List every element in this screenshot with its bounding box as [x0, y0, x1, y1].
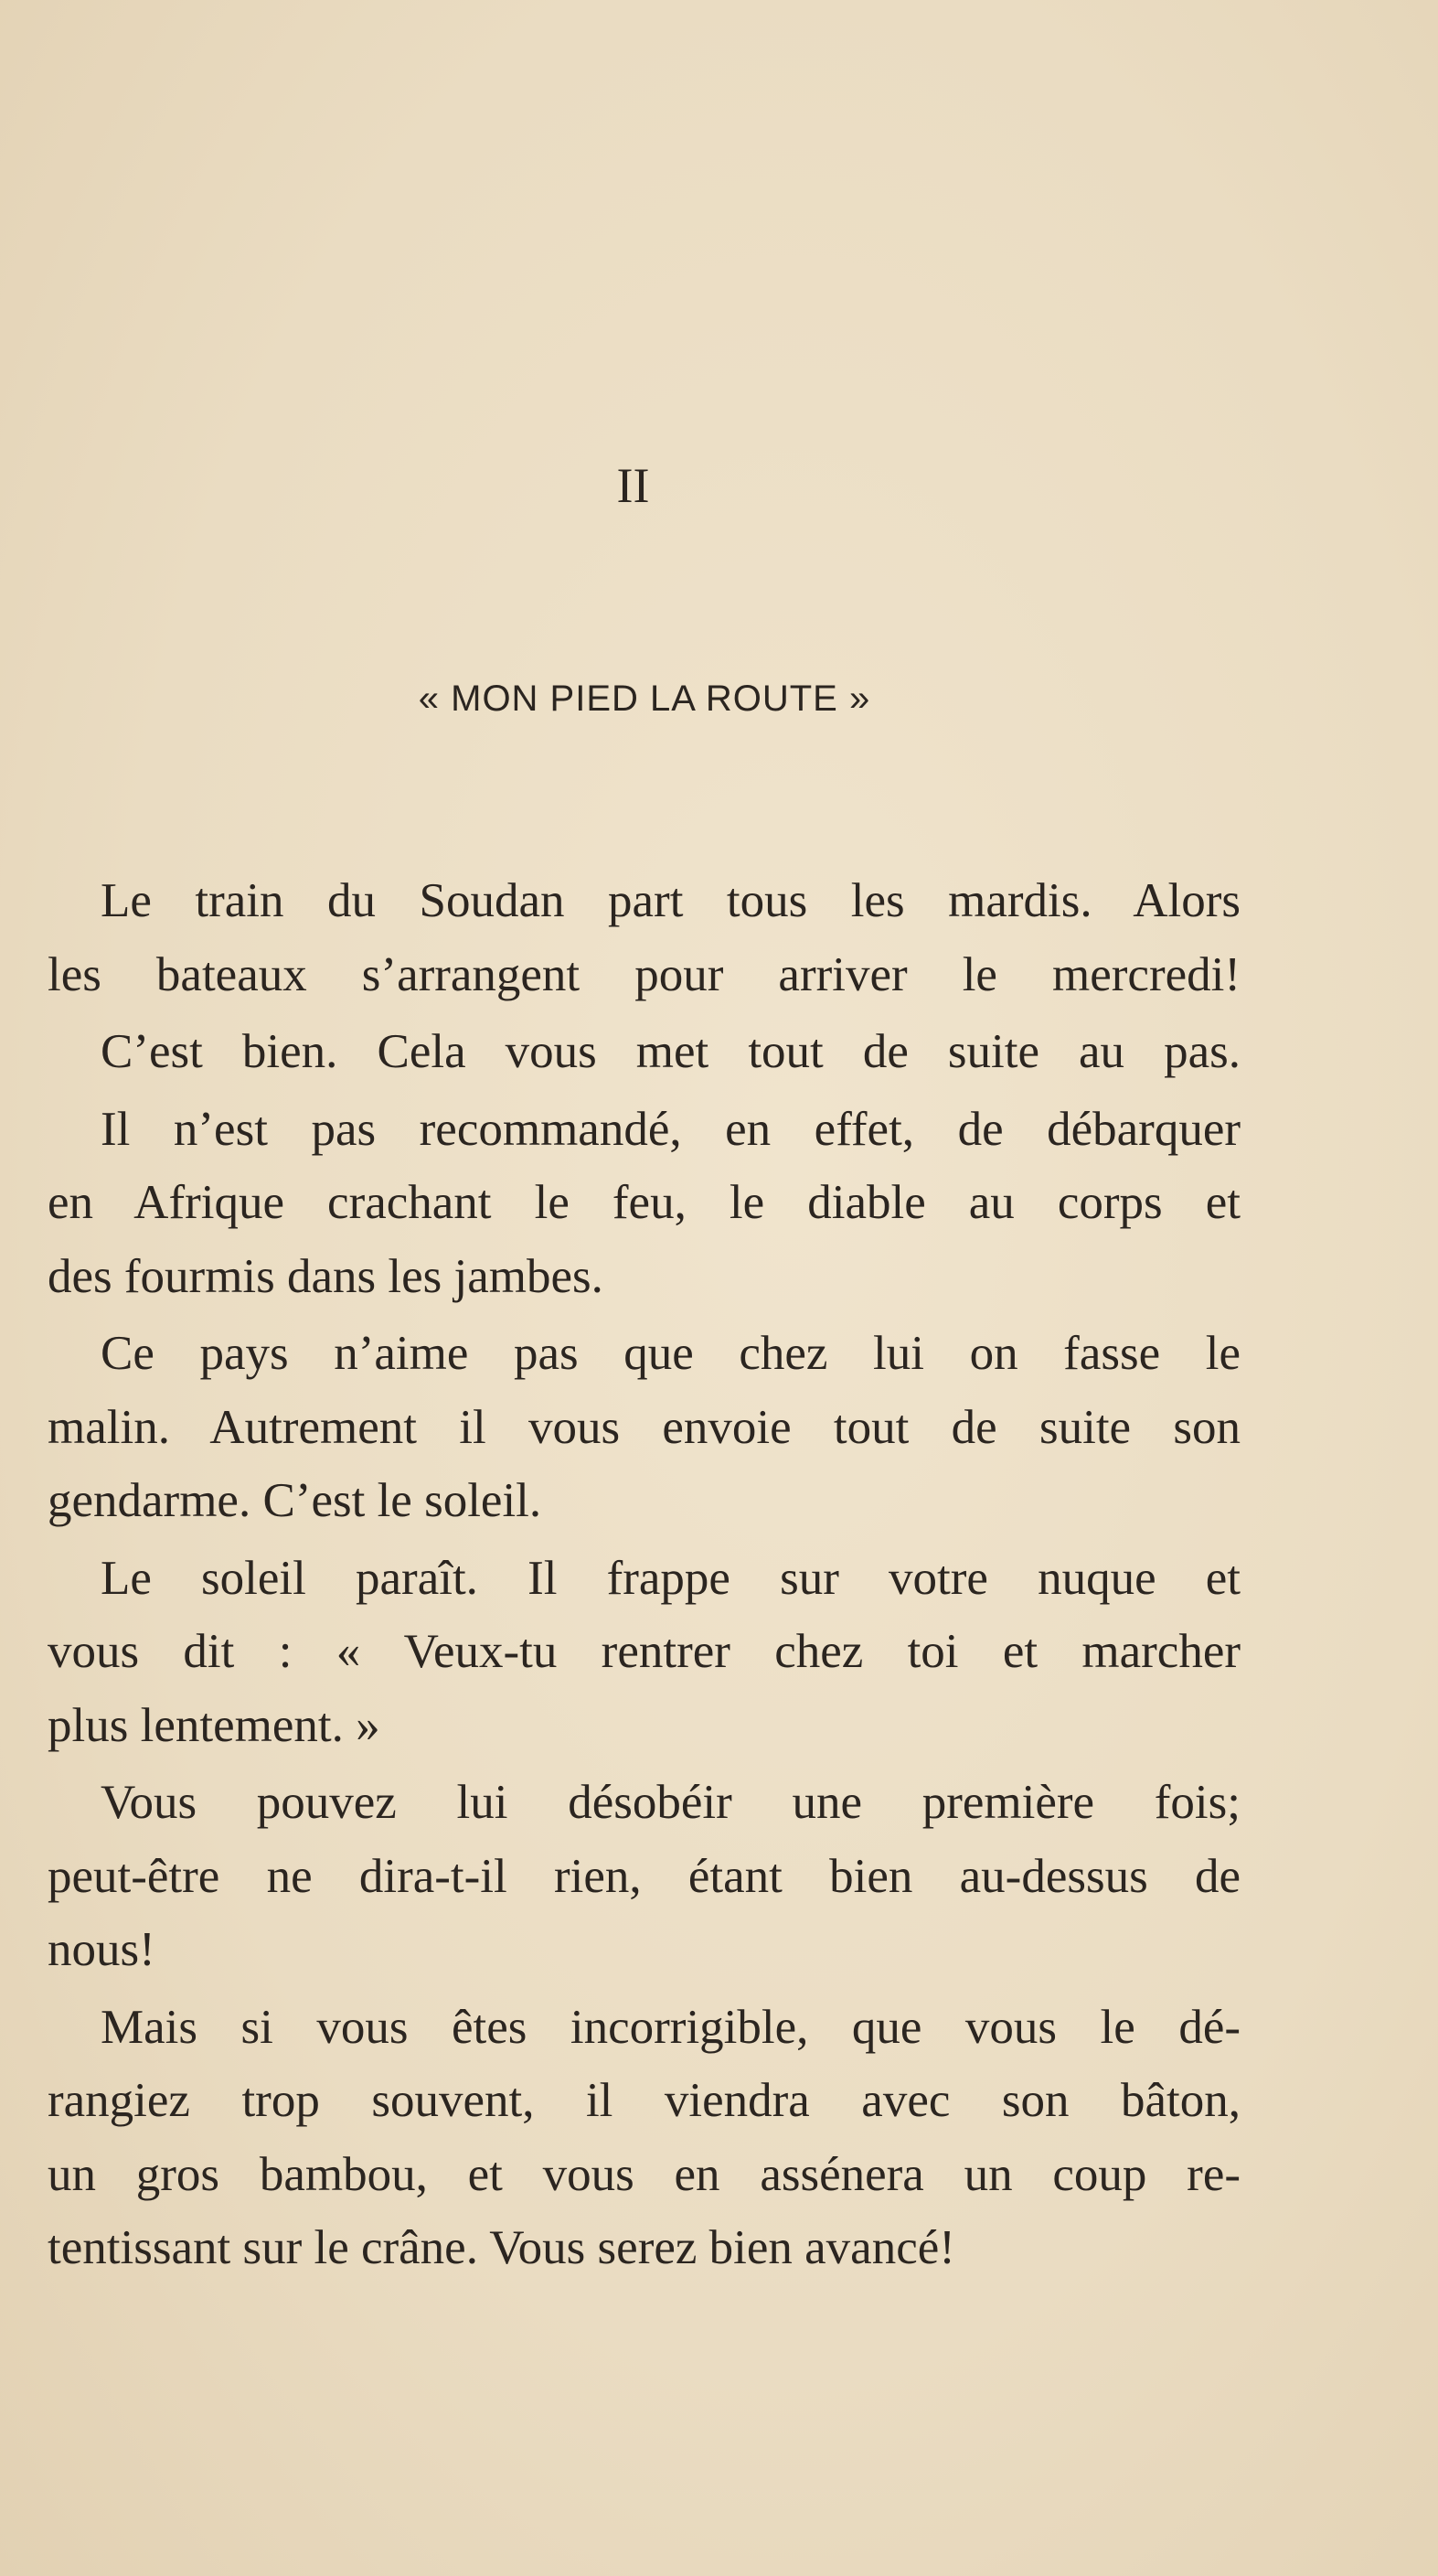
text-line: un gros bambou, et vous en assénera un coup re- — [48, 2147, 1241, 2201]
paragraph — [48, 1542, 1241, 1763]
paragraph — [48, 1093, 1241, 1314]
text-line: Le train du Soudan part tous les mardis. Alors — [101, 874, 1241, 927]
paragraph — [48, 864, 1241, 1011]
paragraph — [48, 1015, 1241, 1089]
text-line: plus lentement. » — [48, 1698, 380, 1752]
text-line: tentissant sur le crâne. Vous serez bien avancé! — [48, 2221, 955, 2274]
body-text — [48, 864, 1241, 2289]
chapter-title: « MON PIED LA ROUTE » — [418, 679, 871, 719]
text-line: Le soleil paraît. Il frappe sur votre nuque et — [101, 1551, 1241, 1605]
text-line: Il n’est pas recommandé, en effet, de débarquer — [101, 1102, 1241, 1156]
text-line: les bateaux s’arrangent pour arriver le mercredi! — [48, 947, 1241, 1001]
text-line: Mais si vous êtes incorrigible, que vous le dé- — [101, 2000, 1241, 2054]
text-line: nous! — [48, 1923, 155, 1976]
text-line: C’est bien. Cela vous met tout de suite au pas. — [101, 1025, 1241, 1078]
chapter-number: II — [616, 458, 650, 513]
text-line: gendarme. C’est le soleil. — [48, 1474, 542, 1527]
text-line: malin. Autrement il vous envoie tout de suite son — [48, 1400, 1241, 1454]
paragraph — [48, 1991, 1241, 2285]
text-line: vous dit : « Veux-tu rentrer chez toi et marcher — [48, 1625, 1241, 1678]
paragraph — [48, 1766, 1241, 1987]
text-line: Vous pouvez lui désobéir une première fois; — [101, 1776, 1241, 1829]
text-line: peut-être ne dira-t-il rien, étant bien au-dessus de — [48, 1849, 1241, 1903]
text-line: en Afrique crachant le feu, le diable au corps et — [48, 1176, 1241, 1229]
text-line: rangiez trop souvent, il viendra avec son bâton, — [48, 2074, 1241, 2127]
text-line: Ce pays n’aime pas que chez lui on fasse le — [101, 1327, 1241, 1380]
text-line: des fourmis dans les jambes. — [48, 1249, 603, 1303]
paragraph — [48, 1317, 1241, 1538]
